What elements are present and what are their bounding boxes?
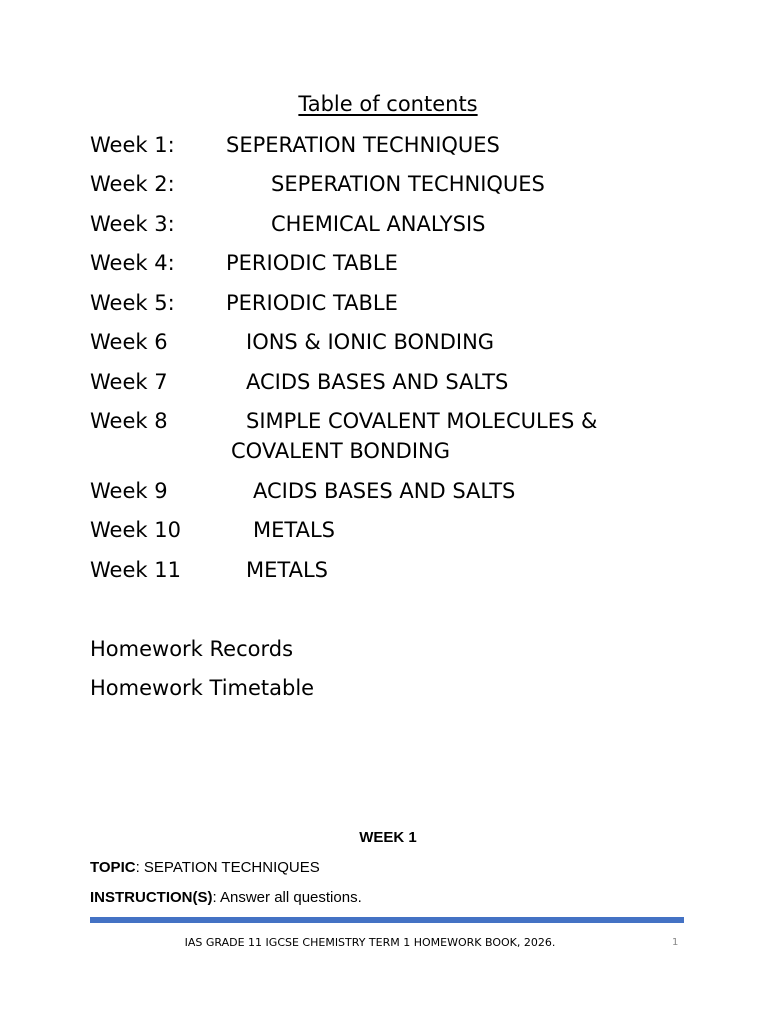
instruction-label: INSTRUCTION(S) (90, 889, 213, 906)
toc-week-label: Week 1: (90, 133, 175, 157)
toc-entry (90, 368, 509, 397)
footer-rule (90, 917, 684, 923)
toc-entry (90, 289, 398, 318)
toc-week-label: Week 3: (90, 212, 175, 236)
toc-week-label: Week 9 (90, 479, 168, 503)
toc-entry (90, 328, 495, 357)
toc-entry (90, 516, 335, 545)
toc-week-label: Week 2: (90, 172, 175, 196)
toc-topic: ACIDS BASES AND SALTS (253, 479, 516, 503)
toc-topic: PERIODIC TABLE (226, 291, 398, 315)
toc-topic: IONS & IONIC BONDING (246, 330, 495, 354)
toc-week-label: Week 8 (90, 409, 168, 433)
toc-week-label: Week 11 (90, 558, 181, 582)
toc-title: Table of contents (298, 92, 478, 116)
toc-homework-timetable: Homework Timetable (90, 676, 315, 700)
toc-homework-records: Homework Records (90, 637, 294, 661)
topic-label: TOPIC (90, 859, 136, 876)
toc-entry (90, 407, 598, 436)
toc-topic: COVALENT BONDING (231, 439, 451, 463)
toc-topic: PERIODIC TABLE (226, 251, 398, 275)
toc-topic: SIMPLE COVALENT MOLECULES & (246, 409, 598, 433)
toc-topic: METALS (253, 518, 335, 542)
toc-topic: SEPERATION TECHNIQUES (271, 172, 545, 196)
topic-line (90, 859, 320, 876)
instruction-line (90, 889, 362, 906)
toc-week-label: Week 10 (90, 518, 181, 542)
toc-entry (90, 170, 545, 199)
toc-topic: METALS (246, 558, 328, 582)
week-heading: WEEK 1 (359, 829, 417, 846)
footer-text: IAS GRADE 11 IGCSE CHEMISTRY TERM 1 HOMEWORK BOOK, 2026. (184, 936, 556, 949)
topic-value: : SEPATION TECHNIQUES (135, 859, 320, 876)
toc-entry (90, 210, 486, 239)
toc-entry (90, 131, 500, 160)
toc-entry (90, 249, 398, 278)
toc-topic: ACIDS BASES AND SALTS (246, 370, 509, 394)
toc-topic: CHEMICAL ANALYSIS (271, 212, 486, 236)
toc-week-label: Week 6 (90, 330, 168, 354)
toc-week-label: Week 7 (90, 370, 168, 394)
toc-week-label: Week 5: (90, 291, 175, 315)
instruction-value: : Answer all questions. (212, 889, 362, 906)
toc-topic: SEPERATION TECHNIQUES (226, 133, 500, 157)
page-number: 1 (672, 937, 679, 948)
toc-entry (90, 556, 328, 585)
toc-entry (90, 477, 516, 506)
toc-week-label: Week 4: (90, 251, 175, 275)
